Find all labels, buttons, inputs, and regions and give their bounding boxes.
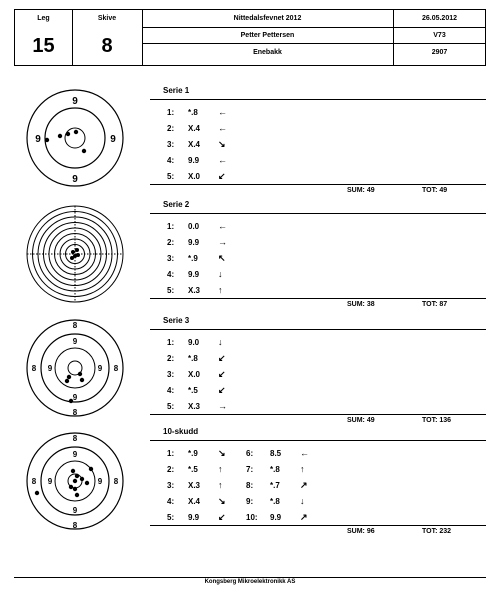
shot-direction: ↙ [218, 353, 226, 363]
serie-rule-bottom [150, 184, 486, 185]
shot-value: 9.9 [270, 513, 282, 522]
shot-hole [70, 256, 74, 260]
shot-direction: ↓ [218, 269, 223, 279]
serie-total: TOT: 232 [422, 528, 452, 535]
shot-value: *.7 [270, 481, 280, 490]
shot-number: 4: [167, 386, 175, 395]
shot-value: 9.9 [188, 238, 200, 247]
serie-title: Serie 2 [163, 200, 190, 209]
serie-sum: SUM: 96 [347, 528, 375, 535]
shot-direction: ↑ [218, 285, 223, 295]
ring-label: 9 [72, 506, 78, 515]
shot-value: *.9 [188, 449, 198, 458]
target-serie-3 [25, 318, 125, 418]
skive-value: 8 [101, 35, 113, 57]
ring-label: 9 [72, 450, 78, 459]
shot-direction: ↘ [218, 139, 226, 149]
shot-hole [35, 491, 39, 495]
serie-total: TOT: 49 [422, 187, 448, 194]
shot-hole [66, 132, 70, 136]
serie-rule-bottom [150, 414, 486, 415]
shot-number: 1: [167, 108, 175, 117]
ring-label: 9 [110, 134, 116, 145]
shot-hole [69, 399, 73, 403]
header-table [14, 9, 486, 66]
shot-direction: → [218, 401, 227, 411]
shot-direction: → [218, 237, 227, 247]
shot-hole [71, 469, 75, 473]
serie-rule-bottom [150, 525, 486, 526]
ring-label: 9 [72, 96, 78, 107]
skive-label: Skive [97, 15, 117, 22]
shot-value: X.4 [188, 497, 201, 506]
shot-hole [75, 493, 79, 497]
shot-direction: ↖ [218, 253, 226, 263]
shot-direction: ↗ [300, 480, 308, 490]
shot-value: *.8 [270, 465, 280, 474]
shot-hole [80, 477, 84, 481]
shot-hole [67, 375, 71, 379]
ring-label: 8 [113, 364, 119, 373]
shot-value: *.8 [270, 497, 280, 506]
shot-number: 8: [246, 481, 254, 490]
event-date: 26.05.2012 [421, 15, 458, 22]
shot-direction: ↑ [300, 464, 305, 474]
shot-number: 6: [246, 449, 254, 458]
shot-number: 2: [167, 465, 175, 474]
shot-value: X.0 [188, 370, 201, 379]
serie-total: TOT: 136 [422, 417, 452, 424]
shot-number: 9: [246, 497, 254, 506]
ring-label: 8 [72, 321, 78, 330]
shot-hole [75, 248, 79, 252]
shot-number: 1: [167, 449, 175, 458]
shot-direction: ↑ [218, 480, 223, 490]
ring-label: 9 [35, 134, 41, 145]
shot-number: 3: [167, 370, 175, 379]
ring-label: 9 [97, 477, 103, 486]
shot-direction: ↓ [300, 496, 305, 506]
serie-total: TOT: 87 [422, 301, 448, 308]
leg-label: Leg [37, 15, 50, 22]
shot-hole [73, 487, 77, 491]
shot-direction: ← [218, 123, 227, 133]
ring-label: 9 [47, 364, 53, 373]
leg-value: 15 [32, 35, 55, 57]
ring-label: 8 [72, 434, 78, 443]
shot-number: 7: [246, 465, 254, 474]
shot-number: 3: [167, 481, 175, 490]
shot-number: 2: [167, 238, 175, 247]
shot-direction: ↗ [300, 512, 308, 522]
ring-label: 9 [72, 337, 78, 346]
shot-number: 2: [167, 124, 175, 133]
shot-value: X.3 [188, 481, 201, 490]
shot-value: *.5 [188, 386, 198, 395]
shot-hole [58, 134, 62, 138]
shot-value: 9.9 [188, 270, 200, 279]
shot-value: 9.0 [188, 338, 200, 347]
serie-sum: SUM: 38 [347, 301, 375, 308]
shot-number: 3: [167, 254, 175, 263]
target-serie-2 [25, 204, 125, 304]
serie-title: Serie 1 [163, 86, 190, 95]
target-10-skudd [25, 431, 125, 531]
ring-label: 8 [31, 477, 37, 486]
ring-label: 8 [31, 364, 37, 373]
shot-hole [65, 379, 69, 383]
shot-number: 4: [167, 497, 175, 506]
ring-label: 9 [47, 477, 53, 486]
shooter-name: Petter Pettersen [240, 32, 295, 39]
serie-title: Serie 3 [163, 316, 190, 325]
shot-value: *.8 [188, 108, 198, 117]
shot-direction: ← [218, 107, 227, 117]
serie-sum: SUM: 49 [347, 417, 375, 424]
shot-direction: ↑ [218, 464, 223, 474]
serie-rule-top [150, 213, 486, 214]
club-name: Enebakk [253, 49, 282, 56]
shot-hole [89, 467, 93, 471]
shot-value: *.5 [188, 465, 198, 474]
shot-value: X.4 [188, 140, 201, 149]
shot-value: *.8 [188, 354, 198, 363]
shot-hole [74, 130, 78, 134]
shooter-number: 2907 [431, 49, 448, 56]
shot-hole [73, 479, 77, 483]
ring-label: 8 [113, 477, 119, 486]
shot-number: 2: [167, 354, 175, 363]
shot-hole [78, 372, 82, 376]
serie-sum: SUM: 49 [347, 187, 375, 194]
shooter-class: V73 [433, 32, 446, 39]
shot-value: X.3 [188, 286, 201, 295]
shot-number: 4: [167, 156, 175, 165]
footer-rule [14, 577, 486, 578]
ring-label: 8 [72, 521, 78, 530]
shot-value: 8.5 [270, 449, 282, 458]
shot-value: X.3 [188, 402, 201, 411]
shot-direction: ↓ [218, 337, 223, 347]
shot-direction: ↘ [218, 448, 226, 458]
shot-hole [75, 474, 79, 478]
ring-label: 8 [72, 408, 78, 417]
shot-number: 4: [167, 270, 175, 279]
shot-direction: ← [218, 221, 227, 231]
shot-number: 3: [167, 140, 175, 149]
footer-text: Kongsberg Mikroelektronikk AS [204, 579, 296, 585]
serie-rule-top [150, 440, 486, 441]
shot-direction: ↙ [218, 171, 226, 181]
shot-hole [76, 253, 80, 257]
shot-direction: ↙ [218, 512, 226, 522]
shot-hole [45, 138, 49, 142]
shot-direction: ↙ [218, 385, 226, 395]
serie-rule-bottom [150, 298, 486, 299]
shot-value: 9.9 [188, 156, 200, 165]
target-serie-1 [25, 88, 125, 188]
shot-direction: ← [300, 448, 309, 458]
shot-value: X.0 [188, 172, 201, 181]
serie-rule-top [150, 99, 486, 100]
shot-number: 1: [167, 222, 175, 231]
shot-hole [82, 149, 86, 153]
shot-direction: ← [218, 155, 227, 165]
shot-hole [85, 481, 89, 485]
shot-number: 5: [167, 513, 175, 522]
shot-hole [80, 378, 84, 382]
shot-number: 5: [167, 402, 175, 411]
shot-direction: ↘ [218, 496, 226, 506]
shot-number: 5: [167, 286, 175, 295]
shot-hole [71, 250, 75, 254]
shot-value: 9.9 [188, 513, 200, 522]
ring-label: 9 [72, 174, 78, 185]
ring-label: 9 [72, 393, 78, 402]
shot-number: 5: [167, 172, 175, 181]
shot-direction: ↙ [218, 369, 226, 379]
shot-value: X.4 [188, 124, 201, 133]
serie-title: 10-skudd [163, 427, 199, 436]
shot-number: 1: [167, 338, 175, 347]
event-name: Nittedalsfevnet 2012 [233, 15, 302, 22]
ring-label: 9 [97, 364, 103, 373]
shot-value: 0.0 [188, 222, 200, 231]
shot-hole [69, 485, 73, 489]
serie-rule-top [150, 329, 486, 330]
shot-number: 10: [246, 513, 258, 522]
shot-value: *.9 [188, 254, 198, 263]
